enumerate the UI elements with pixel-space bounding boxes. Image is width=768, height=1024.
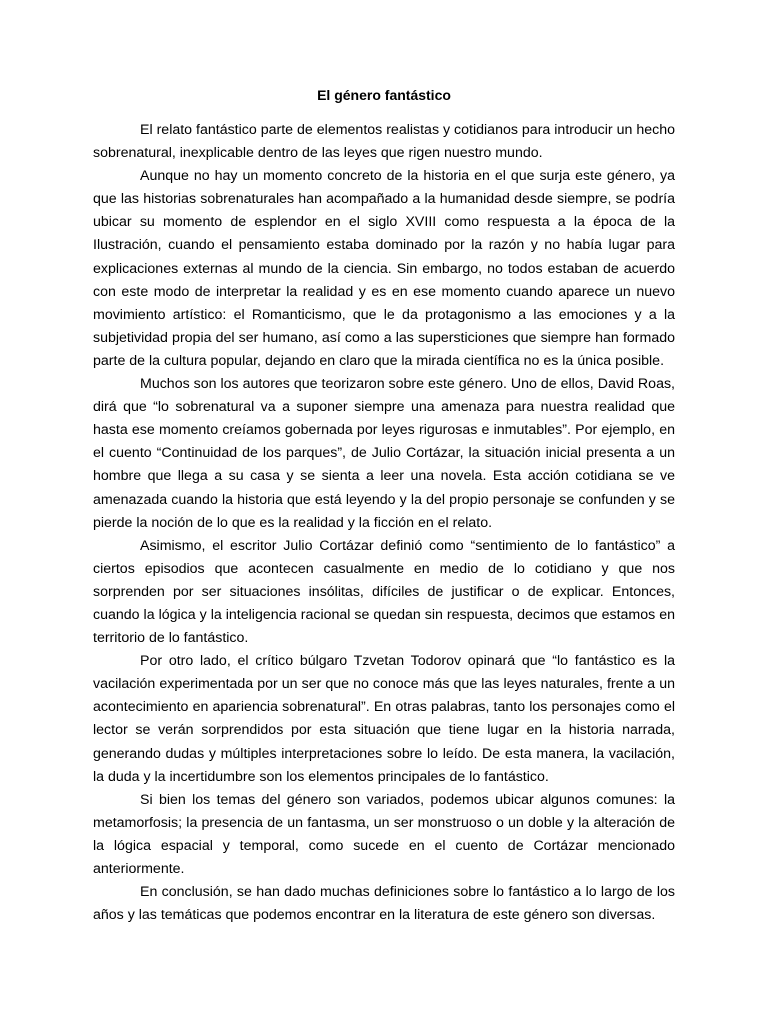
paragraph-intro: El relato fantástico parte de elementos realistas y cotidianos para introducir un hecho sobrenatural, inexplicable dentro de las leyes que rigen nuestro mundo. [93, 122, 675, 162]
paragraph-cortazar: Asimismo, el escritor Julio Cortázar definió como “sentimiento de lo fantástico” a ciertos episodios que acontecen casualmente en medio de lo cotidiano y que nos sorprenden por ser situaciones insólitas, difíciles de justificar o de explicar. Entonces, cuando la lógica y la inteligencia racional se quedan sin respuesta, decimos que estamos en territorio de lo fantástico. [93, 537, 675, 647]
paragraph-todorov: Por otro lado, el crítico búlgaro Tzvetan Todorov opinará que “lo fantástico es la vacilación experimentada por un ser que no conoce más que las leyes naturales, frente a un acontecimiento en apariencia sobrenatural”. En otras palabras, tanto los personajes como el lector se verán sorprendidos por esta situación que tiene lugar en la historia narrada, generando dudas y múltiples interpretaciones sobre lo leído. De esta manera, la vacilación, la duda y la incertidumbre son los elementos principales de lo fantástico. [93, 653, 675, 785]
paragraph-conclusion: En conclusión, se han dado muchas definiciones sobre lo fantástico a lo largo de los años y las temáticas que podemos encontrar en la literatura de este género son diversas. [93, 884, 675, 924]
document-title: El género fantástico [317, 87, 451, 103]
paragraph-themes: Si bien los temas del género son variados, podemos ubicar algunos comunes: la metamorfosis; la presencia de un fantasma, un ser monstruoso o un doble y la alteración de la lógica espacial y temporal, como sucede en el cuento de Cortázar mencionado anteriormente. [93, 791, 675, 877]
paragraph-david-roas: Muchos son los autores que teorizaron sobre este género. Uno de ellos, David Roas, dirá que “lo sobrenatural va a suponer siempre una amenaza para nuestra realidad que hasta ese momento creíamos gobernada por leyes rigurosas e inmutables”. Por ejemplo, en el cuento “Continuidad de los parques”, de Julio Cortázar, la situación inicial presenta a un hombre que llega a su casa y se sienta a leer una novela. Esta acción cotidiana se ve amenazada cuando la historia que está leyendo y la del propio personaje se confunden y se pierde la noción de lo que es la realidad y la ficción en el relato. [93, 376, 675, 531]
paragraph-origins: Aunque no hay un momento concreto de la historia en el que surja este género, ya que las historias sobrenaturales han acompañado a la humanidad desde siempre, se podría ubicar su momento de esplendor en el siglo XVIII como respuesta a la época de la Ilustración, cuando el pensamiento estaba dominado por la razón y no había lugar para explicaciones externas al mundo de la ciencia. Sin embargo, no todos estaban de acuerdo con este modo de interpretar la realidad y es en ese momento cuando aparece un nuevo movimiento artístico: el Romanticismo, que le da protagonismo a las emociones y a la subjetividad propia del ser humano, así como a las supersticiones que siempre han formado parte de la cultura popular, dejando en claro que la mirada científica no es la única posible. [93, 168, 675, 369]
